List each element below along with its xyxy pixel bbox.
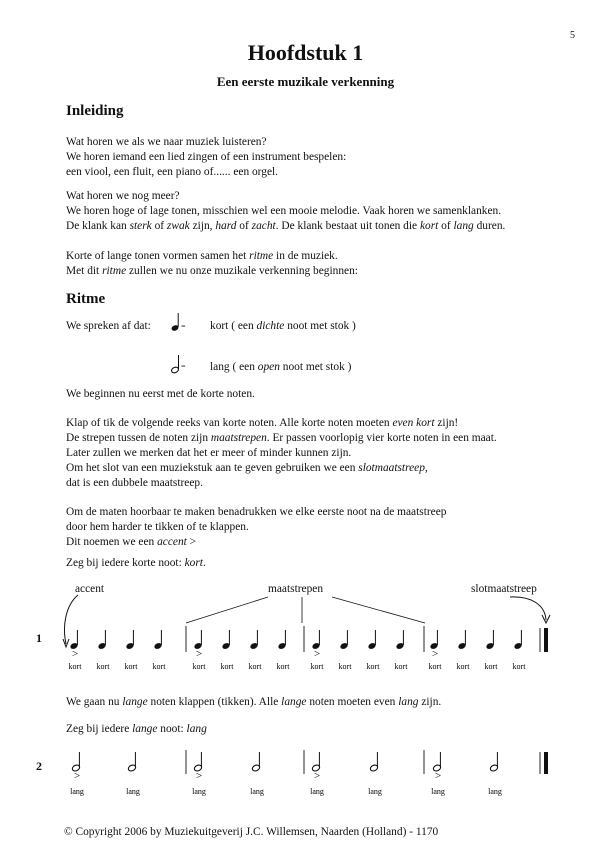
syllable-label: kort (276, 662, 290, 671)
half-note-symbol (171, 355, 180, 374)
syllable-label: kort (428, 662, 442, 671)
maatstrepen-pointer-lines (186, 597, 425, 623)
final-barline (540, 628, 548, 652)
heading-inleiding: Inleiding (66, 103, 124, 119)
syllable-label: lang (126, 787, 140, 796)
syllable-label: kort (456, 662, 470, 671)
zeg-kort-line: Zeg bij iedere korte noot: kort. (66, 557, 206, 569)
syllable-label: kort (152, 662, 166, 671)
text-line: Klap of tik de volgende reeks van korte noten. Alle korte noten moeten even kort zijn! (66, 417, 459, 429)
page-number: 5 (570, 30, 575, 41)
quarter-note (277, 630, 286, 650)
quarter-note (153, 630, 162, 650)
accent-mark: > (435, 770, 442, 782)
final-barline (540, 752, 548, 774)
slotmaatstreep-arrow (510, 597, 550, 623)
text-line: De strepen tussen de noten zijn maatstrepen. Er passen voorlopig vier korte noten in een maat. (66, 432, 497, 444)
accent-mark: > (196, 648, 203, 660)
accent-mark: > (432, 648, 439, 660)
syllable-label: lang (488, 787, 502, 796)
accent-mark: > (314, 770, 321, 782)
quarter-note (125, 630, 134, 650)
syllable-label: lang (431, 787, 445, 796)
accent-mark: > (196, 770, 203, 782)
text-line: Later zullen we merken dat het er meer of minder kunnen zijn. (66, 447, 352, 459)
quarter-note (513, 630, 522, 650)
syllable-label: lang (310, 787, 324, 796)
heading-ritme: Ritme (66, 291, 106, 307)
syllable-label: kort (394, 662, 408, 671)
quarter-note (97, 630, 106, 650)
syllable-label: kort (366, 662, 380, 671)
text-line: Om het slot van een muziekstuk aan te geven gebruiken we een slotmaatstreep, (66, 462, 428, 474)
label-accent: accent (75, 583, 105, 595)
zeg-lang-line: Zeg bij iedere lange noot: lang (66, 723, 207, 735)
quarter-note-symbol (171, 313, 180, 332)
accent-mark: > (314, 648, 321, 660)
text-line: We horen iemand een lied zingen of een instrument bespelen: (66, 151, 347, 163)
half-note (489, 752, 498, 772)
half-note (369, 752, 378, 772)
text-line: We horen hoge of lage tonen, misschien wel een mooie melodie. Vaak horen we samenklanken. (66, 205, 502, 217)
syllable-label: kort (192, 662, 206, 671)
text-line: De klank kan sterk of zwak zijn, hard of zacht. De klank bestaat uit tonen die kort of lang duren. (66, 220, 506, 232)
quarter-note (367, 630, 376, 650)
syllable-label: lang (70, 787, 84, 796)
text-line: Korte of lange tonen vormen samen het ritme in de muziek. (66, 250, 338, 262)
text-line: Wat horen we als we naar muziek luisteren? (66, 136, 267, 148)
equals-sign: = (181, 362, 186, 371)
paragraph-lange: We gaan nu lange noten klappen (tikken). Alle lange noten moeten even lang zijn. (66, 696, 442, 708)
quarter-note (457, 630, 466, 650)
syllable-label: kort (338, 662, 352, 671)
chapter-subtitle: Een eerste muzikale verkenning (216, 74, 395, 89)
quarter-note (221, 630, 230, 650)
syllable-label: kort (248, 662, 262, 671)
half-note (127, 752, 136, 772)
text-line: Wat horen we nog meer? (66, 190, 180, 202)
quarter-note (395, 630, 404, 650)
label-slotmaatstreep: slotmaatstreep (471, 583, 537, 595)
copyright: © Copyright 2006 by Muziekuitgeverij J.C. Willemsen, Naarden (Holland) - 1170 (64, 826, 439, 838)
accent-arrow (63, 595, 78, 647)
text-line: Dit noemen we een accent > (66, 536, 197, 548)
text-line: een viool, een fluit, een piano of...... een orgel. (66, 166, 279, 178)
syllable-label: lang (368, 787, 382, 796)
text-line: door hem harder te tikken of te klappen. (66, 521, 249, 533)
begin-kort-line: We beginnen nu eerst met de korte noten. (66, 388, 255, 400)
syllable-label: kort (310, 662, 324, 671)
accent-mark: > (72, 648, 79, 660)
quarter-note (339, 630, 348, 650)
text-line: dat is een dubbele maatstreep. (66, 477, 203, 489)
label-maatstrepen: maatstrepen (268, 583, 324, 595)
lang-definition: lang ( een open noot met stok ) (210, 361, 352, 373)
quarter-note (249, 630, 258, 650)
syllable-label: kort (96, 662, 110, 671)
chapter-title: Hoofdstuk 1 (247, 40, 364, 65)
syllable-label: kort (68, 662, 82, 671)
system-1-number: 1 (36, 631, 42, 645)
syllable-label: kort (512, 662, 526, 671)
syllable-label: lang (192, 787, 206, 796)
accent-mark: > (74, 770, 81, 782)
syllable-label: kort (220, 662, 234, 671)
syllable-label: kort (124, 662, 138, 671)
text-line: Met dit ritme zullen we nu onze muzikale verkenning beginnen: (66, 265, 358, 277)
kort-definition: kort ( een dichte noot met stok ) (210, 320, 356, 332)
quarter-note (485, 630, 494, 650)
spreken-label: We spreken af dat: (66, 320, 151, 332)
text-line: Om de maten hoorbaar te maken benadrukken we elke eerste noot na de maatstreep (66, 506, 447, 518)
syllable-label: lang (250, 787, 264, 796)
equals-sign: = (181, 322, 186, 331)
syllable-label: kort (484, 662, 498, 671)
half-note (251, 752, 260, 772)
system-2-number: 2 (36, 759, 42, 773)
